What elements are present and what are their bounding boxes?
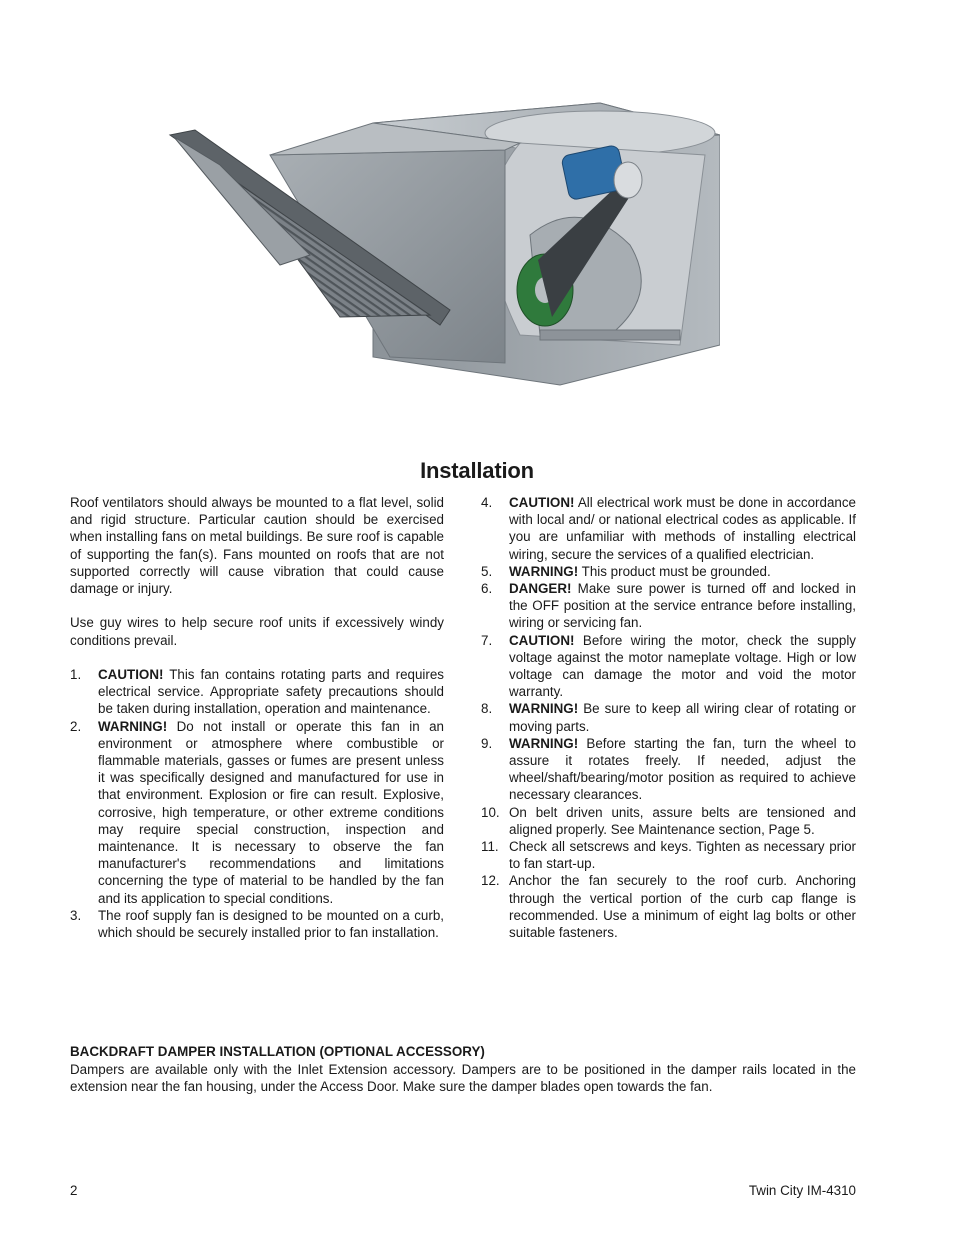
- list-item: [481, 700, 856, 734]
- step-text: All electrical work must be done in accordance with local and/ or national electrical codes as applicable. If you are unfamiliar with methods of installing electrical wiring, secure the services of a qualified electrician.: [509, 495, 856, 562]
- intro-paragraph: Roof ventilators should always be mounted to a flat level, solid and rigid structure. Particular caution should be exercised when installing fans on metal buildings. Be sure roof is capable of supporting the fan(s). Fans mounted on roofs that are not supported correctly will cause vibration that could cause damage or injury.: [70, 495, 444, 597]
- list-item: [481, 632, 856, 701]
- list-item: [70, 718, 444, 907]
- step-label: WARNING!: [98, 718, 168, 734]
- list-item: [481, 872, 856, 941]
- step-number: 2.: [70, 718, 82, 734]
- fan-illustration: [160, 95, 720, 395]
- step-number: 6.: [481, 581, 493, 597]
- intro-paragraph: Use guy wires to help secure roof units if excessively windy conditions prevail.: [70, 615, 444, 648]
- page-number: 2: [70, 1183, 78, 1198]
- step-label: WARNING!: [509, 701, 579, 717]
- step-label: WARNING!: [509, 735, 579, 751]
- step-label: CAUTION!: [509, 632, 575, 648]
- step-text: Be sure to keep all wiring clear of rotating or moving parts.: [509, 701, 856, 734]
- step-label: DANGER!: [509, 581, 572, 597]
- damper-section-heading: BACKDRAFT DAMPER INSTALLATION (OPTIONAL ACCESSORY): [70, 1044, 485, 1059]
- damper-section-body: Dampers are available only with the Inlet Extension accessory. Dampers are to be positioned in the damper rails located in the extension near the fan housing, under the Access Door. Make sure the damper blades open towards the fan.: [70, 1062, 856, 1095]
- list-item: [481, 580, 856, 632]
- list-item: [481, 838, 856, 872]
- step-text: Before starting the fan, turn the wheel to assure it rotates freely. If needed, adjust the wheel/shaft/bearing/motor position as required to achieve necessary clearances.: [509, 735, 856, 803]
- step-number: 7.: [481, 632, 493, 648]
- list-item: [481, 494, 856, 563]
- step-text: Check all setscrews and keys. Tighten as necessary prior to fan start-up.: [509, 839, 856, 872]
- page-title: Installation: [420, 458, 534, 483]
- installation-steps: [70, 666, 444, 941]
- list-item: [70, 666, 444, 718]
- installation-steps-continued: [481, 494, 856, 941]
- step-number: 10.: [481, 804, 500, 820]
- left-column: [70, 494, 444, 941]
- step-text: This product must be grounded.: [578, 563, 771, 579]
- step-number: 8.: [481, 701, 493, 717]
- step-text: Do not install or operate this fan in an environment or atmosphere where combustible or flammable materials, gasses or fumes are present unless it was specifically designed and manufactured for use in that environment. Explosion or fire can result. Explosive, corrosive, high temperature, or other extreme conditions may require special construction, inspection and maintenance. It is necessary to observe the fan manufacturer's recommendations and limitations concerning the type of material to be handled by the fan and its application to special conditions.: [98, 718, 444, 906]
- list-item: [481, 804, 856, 838]
- step-text: On belt driven units, assure belts are tensioned and aligned properly. See Maintenance section, Page 5.: [509, 804, 856, 837]
- step-number: 5.: [481, 563, 493, 579]
- step-number: 9.: [481, 735, 493, 751]
- step-text: Before wiring the motor, check the supply voltage against the motor nameplate voltage. High or low voltage can damage the motor and void the motor warranty.: [509, 632, 856, 700]
- step-label: CAUTION!: [98, 667, 164, 682]
- step-text: Make sure power is turned off and locked in the OFF position at the service entrance before installing, wiring or servicing fan.: [509, 581, 856, 631]
- step-label: CAUTION!: [509, 495, 575, 510]
- roof-supply-fan-illustration-icon: [160, 95, 720, 395]
- step-text: The roof supply fan is designed to be mounted on a curb, which should be securely installed prior to fan installation.: [98, 907, 444, 941]
- step-text: This fan contains rotating parts and requires electrical service. Appropriate safety precautions should be taken during installation, operation and maintenance.: [98, 667, 444, 717]
- step-number: 11.: [481, 839, 499, 855]
- list-item: [481, 563, 856, 580]
- step-number: 4.: [481, 495, 493, 510]
- right-column: [481, 494, 856, 941]
- step-text: Anchor the fan securely to the roof curb. Anchoring through the vertical portion of the curb cap flange is recommended. Use a minimum of eight lag bolts or other suitable fasteners.: [509, 873, 856, 941]
- step-number: 1.: [70, 667, 82, 682]
- step-number: 12.: [481, 873, 500, 889]
- step-number: 3.: [70, 907, 82, 923]
- list-item: [481, 735, 856, 804]
- step-label: WARNING!: [509, 563, 579, 579]
- list-item: [70, 907, 444, 941]
- document-id: Twin City IM-4310: [748, 1183, 856, 1198]
